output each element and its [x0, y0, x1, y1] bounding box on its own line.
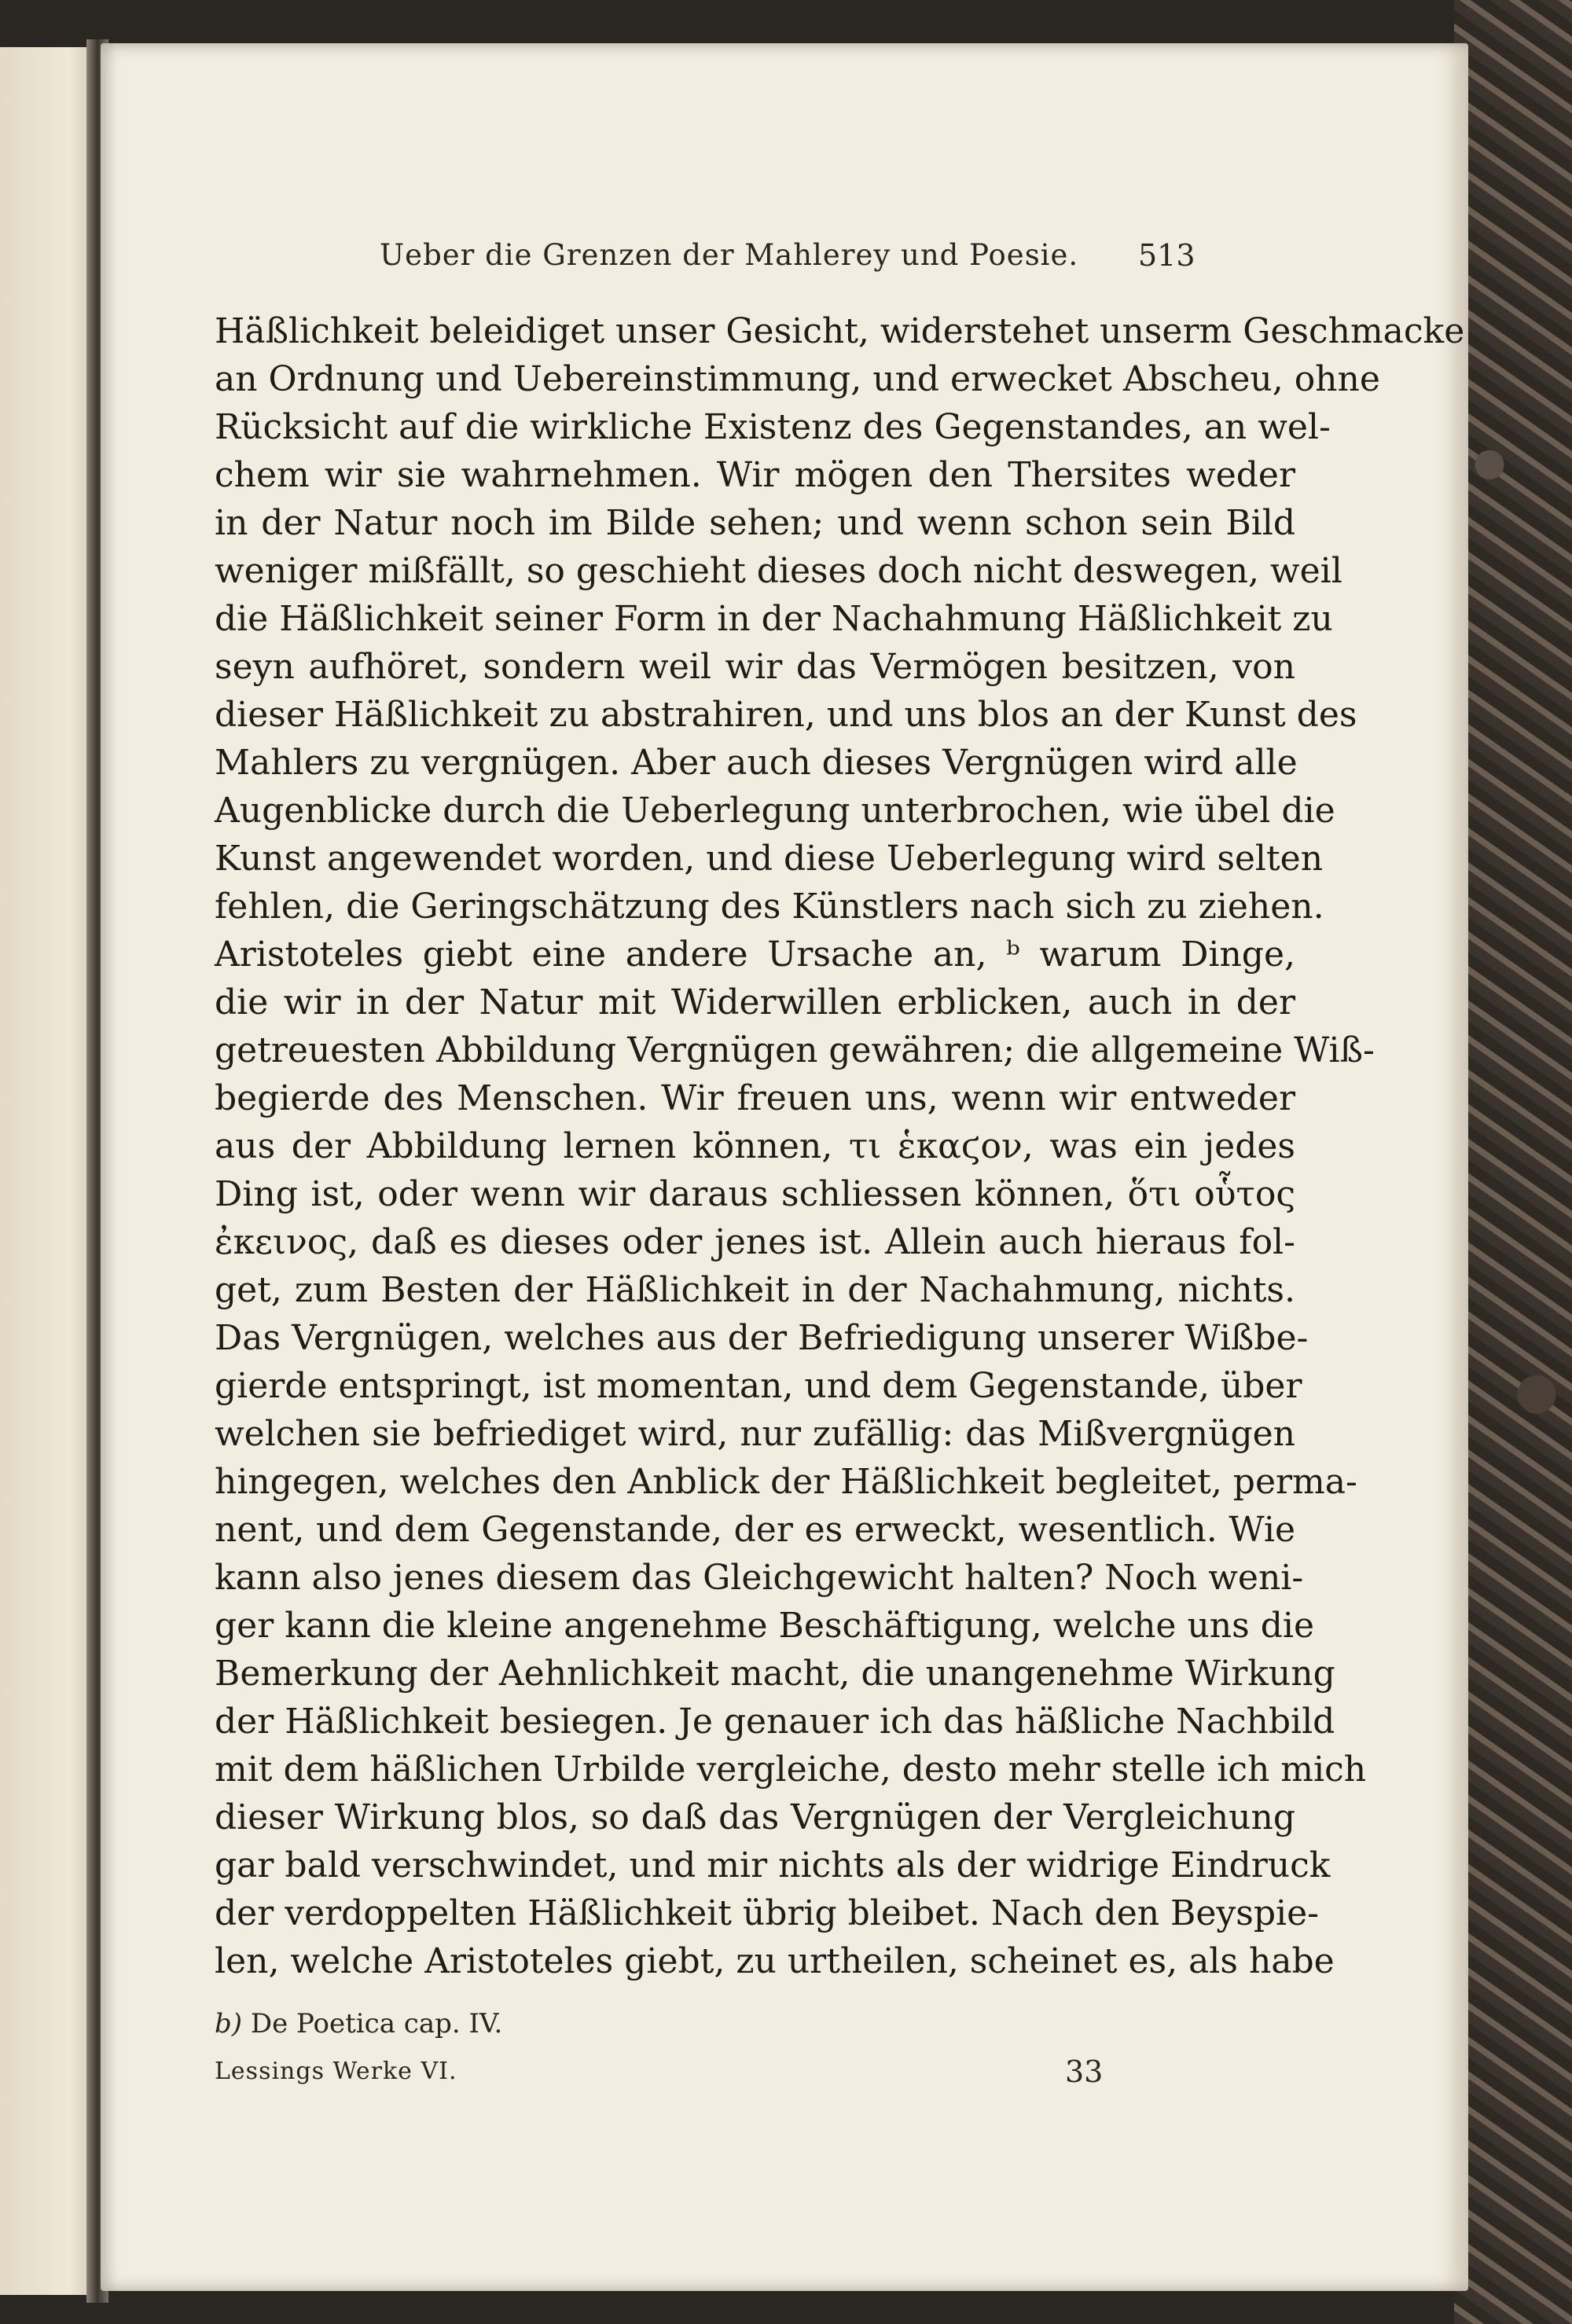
text-line: ger kann die kleine angenehme Beschäftigung, welche uns die	[215, 1606, 1314, 1646]
text-line: get, zum Besten der Häßlichkeit in der Nachahmung, nichts.	[215, 1270, 1295, 1310]
text-line: Ding ist, oder wenn wir daraus schliessen können, ὅτι οὗτος	[215, 1174, 1295, 1214]
text-line: welchen sie befriediget wird, nur zufällig: das Mißvergnügen	[215, 1414, 1295, 1454]
text-line: dieser Häßlichkeit zu abstrahiren, und uns blos an der Kunst des	[215, 695, 1357, 735]
text-line: die wir in der Natur mit Widerwillen erblicken, auch in der	[215, 982, 1295, 1022]
text-line: gar bald verschwindet, und mir nichts als der widrige Eindruck	[215, 1845, 1331, 1885]
text-line: fehlen, die Geringschätzung des Künstlers nach sich zu ziehen.	[215, 887, 1324, 927]
text-line: Augenblicke durch die Ueberlegung unterbrochen, wie übel die	[215, 791, 1335, 831]
running-title: Ueber die Grenzen der Mahlerey und Poesie.	[380, 238, 1079, 272]
text-line: begierde des Menschen. Wir freuen uns, wenn wir entweder	[215, 1078, 1295, 1118]
text-line: kann also jenes diesem das Gleichgewicht halten? Noch weni-	[215, 1558, 1304, 1598]
text-line: chem wir sie wahrnehmen. Wir mögen den Thersites weder	[215, 455, 1295, 495]
text-line: Rücksicht auf die wirkliche Existenz des Gegenstandes, an wel-	[215, 407, 1331, 447]
page-number: 513	[1138, 238, 1196, 273]
page-footer	[215, 2004, 1295, 2094]
text-line: aus der Abbildung lernen können, τι ἑκαϛον, was ein jedes	[215, 1126, 1295, 1166]
body-text	[215, 307, 1465, 1985]
text-line: Kunst angewendet worden, und diese Ueberlegung wird selten	[215, 839, 1324, 879]
text-line: getreuesten Abbildung Vergnügen gewähren; die allgemeine Wiß-	[215, 1030, 1375, 1070]
footnote	[215, 2004, 1295, 2043]
text-line: mit dem häßlichen Urbilde vergleiche, desto mehr stelle ich mich	[215, 1749, 1367, 1790]
marbled-book-edge	[1454, 0, 1572, 2324]
text-line: weniger mißfällt, so geschieht dieses doch nicht deswegen, weil	[215, 551, 1342, 591]
text-line: ἐκεινος, daß es dieses oder jenes ist. Allein auch hieraus fol-	[215, 1222, 1295, 1262]
running-header	[101, 222, 1468, 285]
text-line: Das Vergnügen, welches aus der Befriedigung unserer Wißbe-	[215, 1318, 1309, 1358]
text-line: len, welche Aristoteles giebt, zu urtheilen, scheinet es, als habe	[215, 1941, 1335, 1981]
text-line: hingegen, welches den Anblick der Häßlichkeit begleitet, perma-	[215, 1462, 1357, 1502]
signature-number: 33	[1065, 2054, 1104, 2089]
text-line: in der Natur noch im Bilde sehen; und wenn schon sein Bild	[215, 503, 1295, 543]
facing-page-edge	[0, 47, 98, 2295]
text-line: die Häßlichkeit seiner Form in der Nachahmung Häßlichkeit zu	[215, 599, 1333, 639]
text-line: an Ordnung und Uebereinstimmung, und erwecket Abscheu, ohne	[215, 359, 1380, 399]
text-line: Mahlers zu vergnügen. Aber auch dieses Vergnügen wird alle	[215, 743, 1298, 783]
book-page	[101, 43, 1468, 2291]
footnote-marker: b)	[215, 2008, 243, 2039]
signature-row	[215, 2050, 1295, 2094]
text-line: seyn aufhöret, sondern weil wir das Vermögen besitzen, von	[215, 647, 1295, 687]
text-line: nent, und dem Gegenstande, der es erweckt, wesentlich. Wie	[215, 1510, 1295, 1550]
text-line: Häßlichkeit beleidiget unser Gesicht, widerstehet unserm Geschmacke	[215, 311, 1465, 351]
text-line: Aristoteles giebt eine andere Ursache an, ᵇ warum Dinge,	[215, 934, 1295, 975]
text-line: dieser Wirkung blos, so daß das Vergnügen der Vergleichung	[215, 1797, 1295, 1838]
text-line: der verdoppelten Häßlichkeit übrig bleibet. Nach den Beyspie-	[215, 1893, 1320, 1933]
footnote-text: De Poetica cap. IV.	[250, 2008, 503, 2039]
text-line: gierde entspringt, ist momentan, und dem Gegenstande, über	[215, 1366, 1302, 1406]
text-line: der Häßlichkeit besiegen. Je genauer ich das häßliche Nachbild	[215, 1702, 1335, 1742]
signature-label: Lessings Werke VI.	[215, 2058, 457, 2085]
text-line: Bemerkung der Aehnlichkeit macht, die unangenehme Wirkung	[215, 1654, 1335, 1694]
